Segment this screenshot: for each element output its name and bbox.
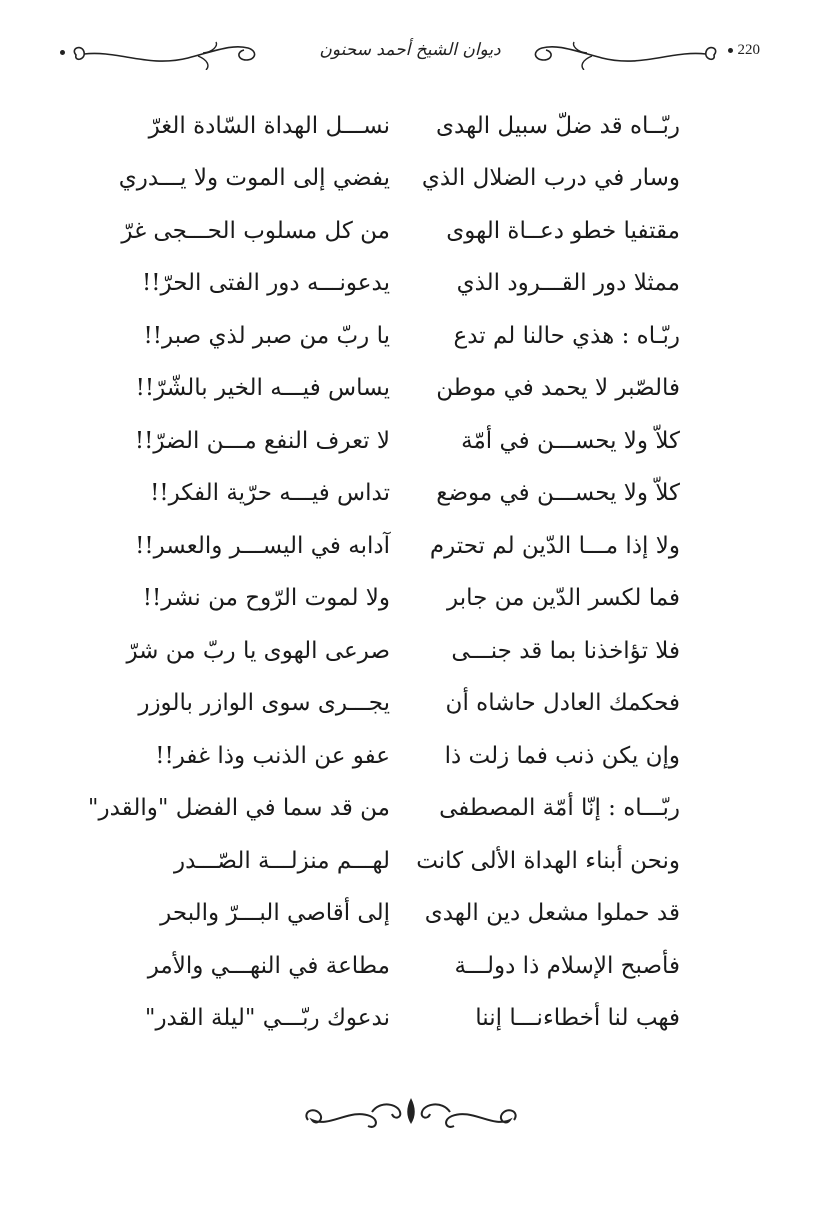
- book-title: ديوان الشيخ أحمد سحنون: [319, 40, 501, 60]
- verse-first-hemistich: فالصّبر لا يحمد في موطن: [436, 375, 680, 402]
- verse-first-hemistich: فحكمك العادل حاشاه أن: [445, 690, 680, 717]
- verse-first-hemistich: ربّـــاه : إنّا أمّة المصطفى: [439, 795, 680, 822]
- verse-second-hemistich: يدعونـــه دور الفتى الحرّ!!: [142, 270, 390, 297]
- verse-line: [143, 310, 680, 363]
- verse-line: [121, 205, 680, 258]
- verse-second-hemistich: مطاعة في النهـــي والأمر: [147, 952, 390, 979]
- verse-second-hemistich: ولا لموت الرّوح من نشر!!: [142, 585, 390, 612]
- verse-line: [150, 835, 680, 888]
- verse-line: [147, 940, 680, 993]
- verse-first-hemistich: ربّــاه قد ضلّ سبيل الهدى: [436, 112, 680, 139]
- verse-line: [126, 625, 680, 678]
- verse-line: [87, 783, 680, 836]
- verse-first-hemistich: وإن يكن ذنب فما زلت ذا: [444, 742, 680, 769]
- verse-second-hemistich: آدابه في اليســـر والعسر!!: [135, 532, 390, 559]
- verse-line: [135, 363, 680, 416]
- verse-second-hemistich: يفضي إلى الموت ولا يـــدري: [118, 165, 390, 192]
- verse-line: [150, 100, 680, 153]
- footer-flourish-icon: [300, 1090, 522, 1140]
- verse-second-hemistich: صرعى الهوى يا ربّ من شرّ: [126, 637, 390, 664]
- page-header: [60, 28, 760, 78]
- page-number-value: 220: [737, 42, 760, 58]
- verse-line: [150, 730, 680, 783]
- verse-first-hemistich: ونحن أبناء الهداة الألى كانت: [416, 847, 680, 874]
- verse-second-hemistich: لا تعرف النفع مـــن الضرّ!!: [134, 427, 390, 454]
- verse-second-hemistich: من قد سما في الفضل "والقدر": [87, 795, 390, 822]
- verse-line: [138, 678, 680, 731]
- verse-line: [142, 573, 680, 626]
- verse-first-hemistich: فما لكسر الدّين من جابر: [447, 585, 680, 612]
- verse-first-hemistich: فلا تؤاخذنا بما قد جنـــى: [451, 637, 680, 664]
- right-flourish-icon: [522, 40, 722, 70]
- verse-second-hemistich: من كل مسلوب الحـــجى غرّ: [121, 217, 390, 244]
- verse-first-hemistich: كلاّ ولا يحســـن في موضع: [436, 480, 680, 507]
- verse-first-hemistich: ممثلا دور القـــرود الذي: [456, 270, 680, 297]
- verse-line: [134, 415, 680, 468]
- verse-second-hemistich: يساس فيـــه الخير بالشّرّ!!: [135, 375, 390, 402]
- poem-body: [87, 100, 680, 1045]
- verse-line: [142, 258, 680, 311]
- bullet-dot-icon: [728, 48, 733, 53]
- verse-first-hemistich: فهب لنا أخطاءنـــا إننا: [475, 1005, 680, 1032]
- verse-first-hemistich: ولا إذا مـــا الدّين لم تحترم: [429, 532, 680, 559]
- verse-first-hemistich: ربّـاه : هذي حالنا لم تدع: [453, 322, 680, 349]
- verse-second-hemistich: يجـــرى سوى الوازر بالوزر: [138, 690, 390, 717]
- verse-line: [144, 993, 680, 1046]
- verse-second-hemistich: لهـــم منزلـــة الصّـــدر: [174, 847, 390, 874]
- verse-first-hemistich: فأصبح الإسلام ذا دولـــة: [454, 952, 680, 979]
- verse-second-hemistich: ندعوك ربّـــي "ليلة القدر": [144, 1005, 390, 1032]
- verse-line: [135, 520, 680, 573]
- verse-first-hemistich: وسار في درب الضلال الذي: [421, 165, 680, 192]
- verse-first-hemistich: مقتفيا خطو دعــاة الهوى: [446, 217, 680, 244]
- verse-second-hemistich: تداس فيـــه حرّية الفكر!!: [150, 480, 390, 507]
- verse-first-hemistich: قد حملوا مشعل دين الهدى: [424, 900, 680, 927]
- verse-line: [118, 153, 680, 206]
- page-number: [728, 42, 761, 59]
- verse-second-hemistich: إلى أقاصي البـــرّ والبحر: [160, 900, 390, 927]
- verse-second-hemistich: نســـل الهداة السّادة الغرّ: [148, 112, 390, 139]
- verse-line: [150, 468, 680, 521]
- verse-first-hemistich: كلاّ ولا يحســـن في أمّة: [461, 427, 680, 454]
- verse-second-hemistich: عفو عن الذنب وذا غفر!!: [155, 742, 390, 769]
- verse-second-hemistich: يا ربّ من صبر لذي صبر!!: [143, 322, 390, 349]
- verse-line: [150, 888, 680, 941]
